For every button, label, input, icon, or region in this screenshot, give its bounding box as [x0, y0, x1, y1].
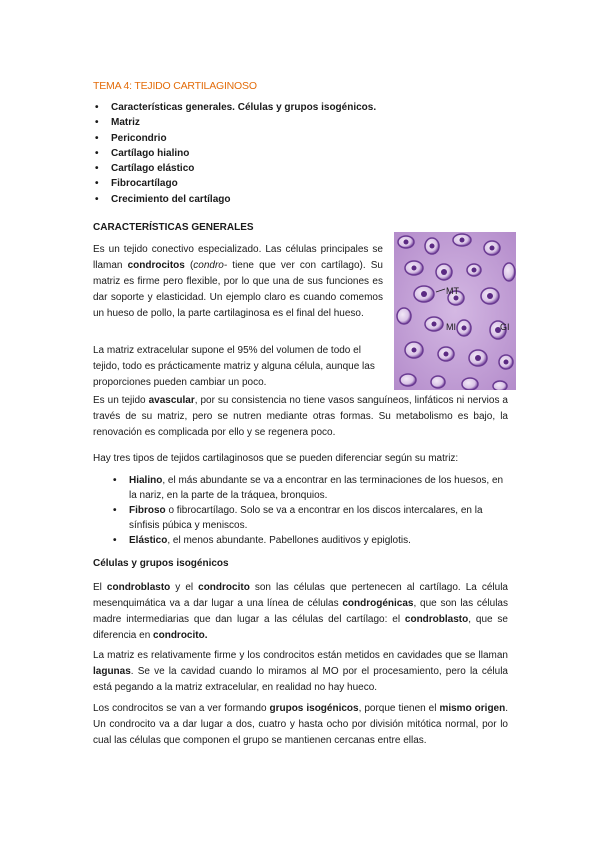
list-item: • Fibroso o fibrocartílago. Solo se va a encontrar en los discos intercalares, en la sínfisis púbica y meniscos.	[129, 504, 509, 533]
topic-item: • Cartílago hialino	[111, 146, 376, 161]
list-item: • Hialino, el más abundante se va a encontrar en las terminaciones de los huesos, en la nariz, en la parte de la tráquea, bronquios.	[129, 474, 509, 503]
paragraph-matrix: La matriz extracelular supone el 95% del volumen de todo el tejido, todo es prácticamente matriz y alguna célula, aunque las proporciones pueden cambiar un poco.	[93, 345, 375, 388]
topic-item: • Pericondrio	[111, 131, 376, 146]
page-title: TEMA 4: TEJIDO CARTILAGINOSO	[93, 80, 257, 92]
paragraph-intro: Es un tejido conectivo especializado. Las células principales se llaman condrocitos (condro- tiene que ver con cartílago). Su matriz es firme pero flexible, por lo que una de sus funciones es dar soporte y elasticidad. Un ejemplo claro es cuando comemos un hueso de pollo, la parte cartilaginosa es el final del hueso.	[93, 244, 383, 319]
cartilage-types-list	[129, 474, 509, 550]
topic-item: • Características generales. Células y grupos isogénicos.	[111, 100, 376, 115]
section-heading-cells: Células y grupos isogénicos	[93, 558, 229, 569]
paragraph-lacunae: La matriz es relativamente firme y los condrocitos están metidos en cavidades que se llaman lagunas. Se ve la cavidad cuando lo miramos al MO por el procesamiento, pero la célula está pegando a la matriz extracelular, en realidad no hay hueco.	[93, 650, 508, 693]
label-gi: GI	[500, 322, 510, 332]
label-mi: MI	[446, 322, 456, 332]
topic-list	[111, 100, 376, 207]
paragraph-avascular: Es un tejido avascular, por su consistencia no tiene vasos sanguíneos, linfáticos ni nervios a través de su matriz, pero se nutren mediante otras formas. Su metabolismo es bajo, la renovación es complicada por ello y se regenera poco.	[93, 395, 508, 438]
paragraph-isogenic-groups: Los condrocitos se van a ver formando grupos isogénicos, porque tienen el mismo origen. Un condrocito va a dar lugar a dos, cuatro y hasta ocho por división mitótica normal, por lo cual las células que componen el grupo se mantienen cercanas entre ellas.	[93, 703, 508, 746]
paragraph-chondroblast: El condroblasto y el condrocito son las células que pertenecen al cartílago. La célula mesenquimática va a dar lugar a una línea de células condrogénicas, que son las células madre intermediarias que dan lugar a las células del cartílago: el condroblasto, que se diferencia en condrocito.	[93, 582, 508, 641]
micrograph-image	[394, 232, 516, 390]
paragraph-types-intro: Hay tres tipos de tejidos cartilaginosos que se pueden diferenciar según su matriz:	[93, 453, 459, 464]
topic-item: • Matriz	[111, 115, 376, 130]
topic-item: • Crecimiento del cartílago	[111, 192, 376, 207]
topic-item: • Fibrocartílago	[111, 176, 376, 191]
label-mt: MT	[446, 286, 459, 296]
topic-item: • Cartílago elástico	[111, 161, 376, 176]
list-item: • Elástico, el menos abundante. Pabellones auditivos y epiglotis.	[129, 534, 509, 549]
section-heading-characteristics: CARACTERÍSTICAS GENERALES	[93, 222, 254, 233]
cartilage-micrograph	[394, 232, 516, 390]
